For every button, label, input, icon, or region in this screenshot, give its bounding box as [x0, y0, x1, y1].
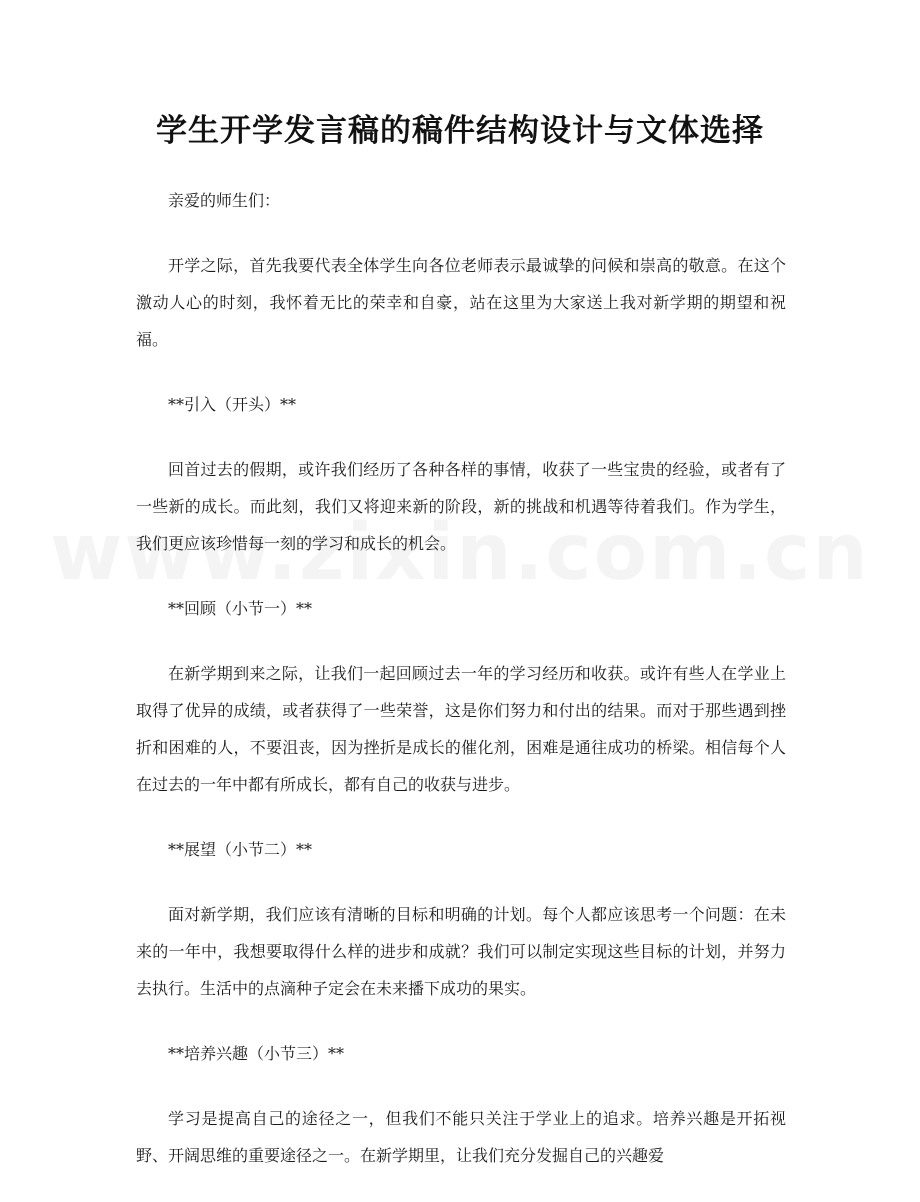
- review-paragraph: 在新学期到来之际，让我们一起回顾过去一年的学习经历和收获。或许有些人在学业上取得了优异的成绩，或者获得了一些荣誉，这是你们努力和付出的结果。而对于那些遇到挫折和困难的人，不要沮丧，因为挫折是成长的催化剂，困难是通往成功的桥梁。相信每个人在过去的一年中都有所成长，都有自己的收获与进步。: [136, 664, 786, 794]
- section-heading-review: **回顾（小节一）**: [168, 599, 313, 618]
- intro-paragraph: 回首过去的假期，或许我们经历了各种各样的事情，收获了一些宝贵的经验，或者有了一些新的成长。而此刻，我们又将迎来新的阶段，新的挑战和机遇等待着我们。作为学生，我们更应该珍惜每一刻的学习和成长的机会。: [136, 460, 786, 553]
- outlook-paragraph: 面对新学期，我们应该有清晰的目标和明确的计划。每个人都应该思考一个问题：在未来的一年中，我想要取得什么样的进步和成就？我们可以制定实现这些目标的计划，并努力去执行。生活中的点滴种子定会在未来播下成功的果实。: [136, 905, 786, 998]
- opening-paragraph: 开学之际，首先我要代表全体学生向各位老师表示最诚挚的问候和崇高的敬意。在这个激动人心的时刻，我怀着无比的荣幸和自豪，站在这里为大家送上我对新学期的期望和祝福。: [136, 256, 786, 349]
- section-heading-outlook: **展望（小节二）**: [168, 840, 313, 859]
- greeting-paragraph: 亲爱的师生们：: [168, 191, 281, 210]
- section-heading-intro: **引入（开头）**: [168, 395, 297, 414]
- document-body: [136, 182, 786, 1202]
- document-title: 学生开学发言稿的稿件结构设计与文体选择: [156, 113, 764, 149]
- section-heading-interest: **培养兴趣（小节三）**: [168, 1044, 345, 1063]
- interest-paragraph: 学习是提高自己的途径之一，但我们不能只关注于学业上的追求。培养兴趣是开拓视野、开阔思维的重要途径之一。在新学期里，让我们充分发掘自己的兴趣爱: [136, 1109, 786, 1165]
